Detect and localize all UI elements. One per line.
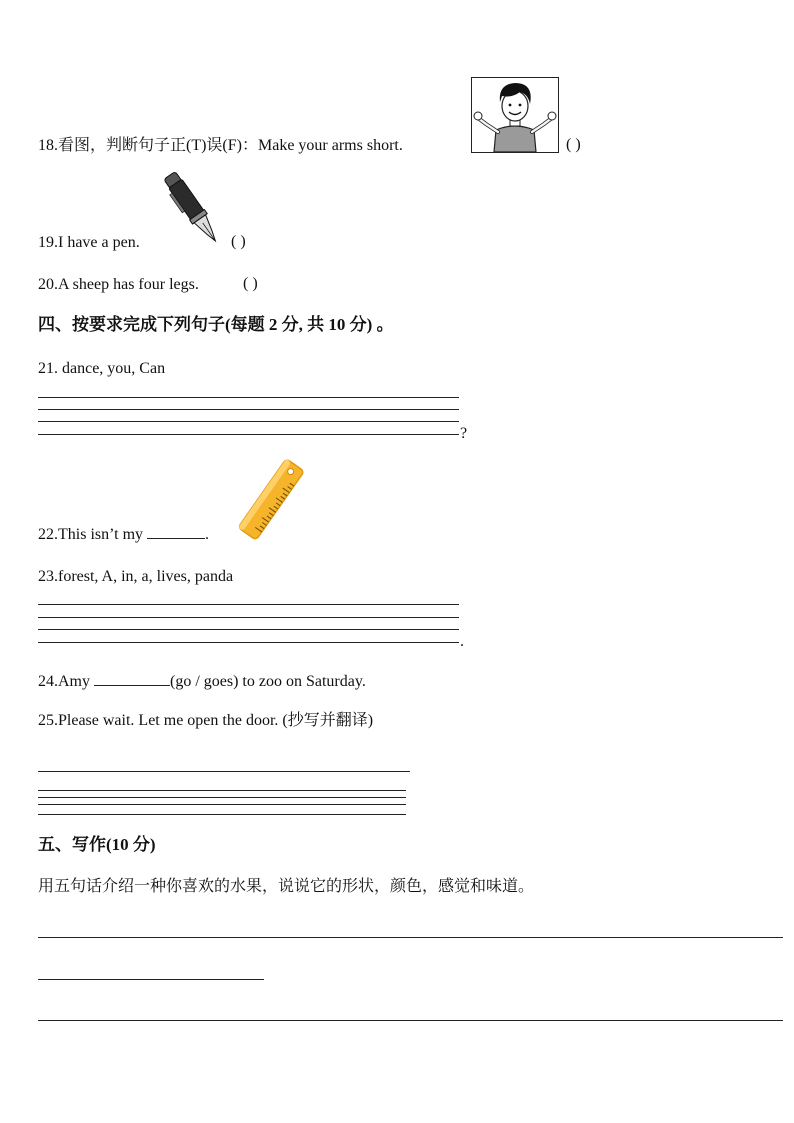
question-23-text: 23.forest, A, in, a, lives, panda — [38, 568, 234, 585]
question-18-answer-paren[interactable]: ( ) — [566, 136, 581, 153]
question-24 — [38, 671, 366, 692]
answer-line[interactable] — [38, 409, 459, 410]
question-23-end-mark: . — [460, 633, 464, 650]
question-18 — [38, 136, 403, 156]
answer-line[interactable] — [38, 797, 406, 798]
answer-line[interactable] — [38, 421, 459, 422]
ruler-icon — [234, 458, 310, 542]
section-5-heading: 五、写作(10 分) — [38, 835, 156, 854]
answer-line[interactable] — [38, 771, 410, 772]
answer-line[interactable] — [38, 397, 459, 398]
shrug-person-icon — [472, 78, 558, 152]
answer-line[interactable] — [38, 790, 406, 791]
answer-line[interactable] — [38, 617, 459, 618]
question-22-text: 22.This isn’t my — [38, 526, 144, 543]
question-22-blank[interactable] — [147, 524, 205, 539]
answer-line[interactable] — [38, 814, 406, 815]
question-24-text: 24.Amy — [38, 673, 90, 690]
answer-line[interactable] — [38, 629, 459, 630]
question-19-text: 19.I have a pen. — [38, 234, 140, 251]
question-22 — [38, 524, 209, 545]
answer-line[interactable] — [38, 642, 459, 643]
question-22-period: . — [205, 526, 210, 543]
question-19-answer-paren[interactable]: ( ) — [231, 233, 246, 250]
question-18-text: 18.看图，判断句子正(T)误(F)：Make your arms short. — [38, 137, 403, 154]
writing-line[interactable] — [38, 1020, 783, 1021]
pen-image — [160, 166, 226, 252]
question-25-text: 25.Please wait. Let me open the door. (抄写并翻译) — [38, 712, 374, 729]
question-24-blank[interactable] — [94, 671, 170, 686]
question-21-text: 21. dance, you, Can — [38, 360, 166, 377]
writing-line[interactable] — [38, 937, 783, 938]
shrug-person-image — [471, 77, 559, 153]
question-20-text: 20.A sheep has four legs. — [38, 276, 199, 293]
writing-prompt: 用五句话介绍一种你喜欢的水果，说说它的形状，颜色，感觉和味道。 — [38, 878, 535, 895]
question-20-answer-paren[interactable]: ( ) — [243, 275, 258, 292]
fountain-pen-icon — [160, 166, 226, 252]
question-24-options: (go / goes) to zoo on Saturday. — [170, 673, 366, 690]
answer-line[interactable] — [38, 434, 459, 435]
question-21-end-mark: ? — [460, 425, 468, 442]
section-4-heading: 四、按要求完成下列句子(每题 2 分, 共 10 分) 。 — [38, 315, 394, 334]
answer-line[interactable] — [38, 604, 459, 605]
writing-line[interactable] — [38, 979, 264, 980]
ruler-image — [234, 458, 310, 542]
answer-line[interactable] — [38, 804, 406, 805]
